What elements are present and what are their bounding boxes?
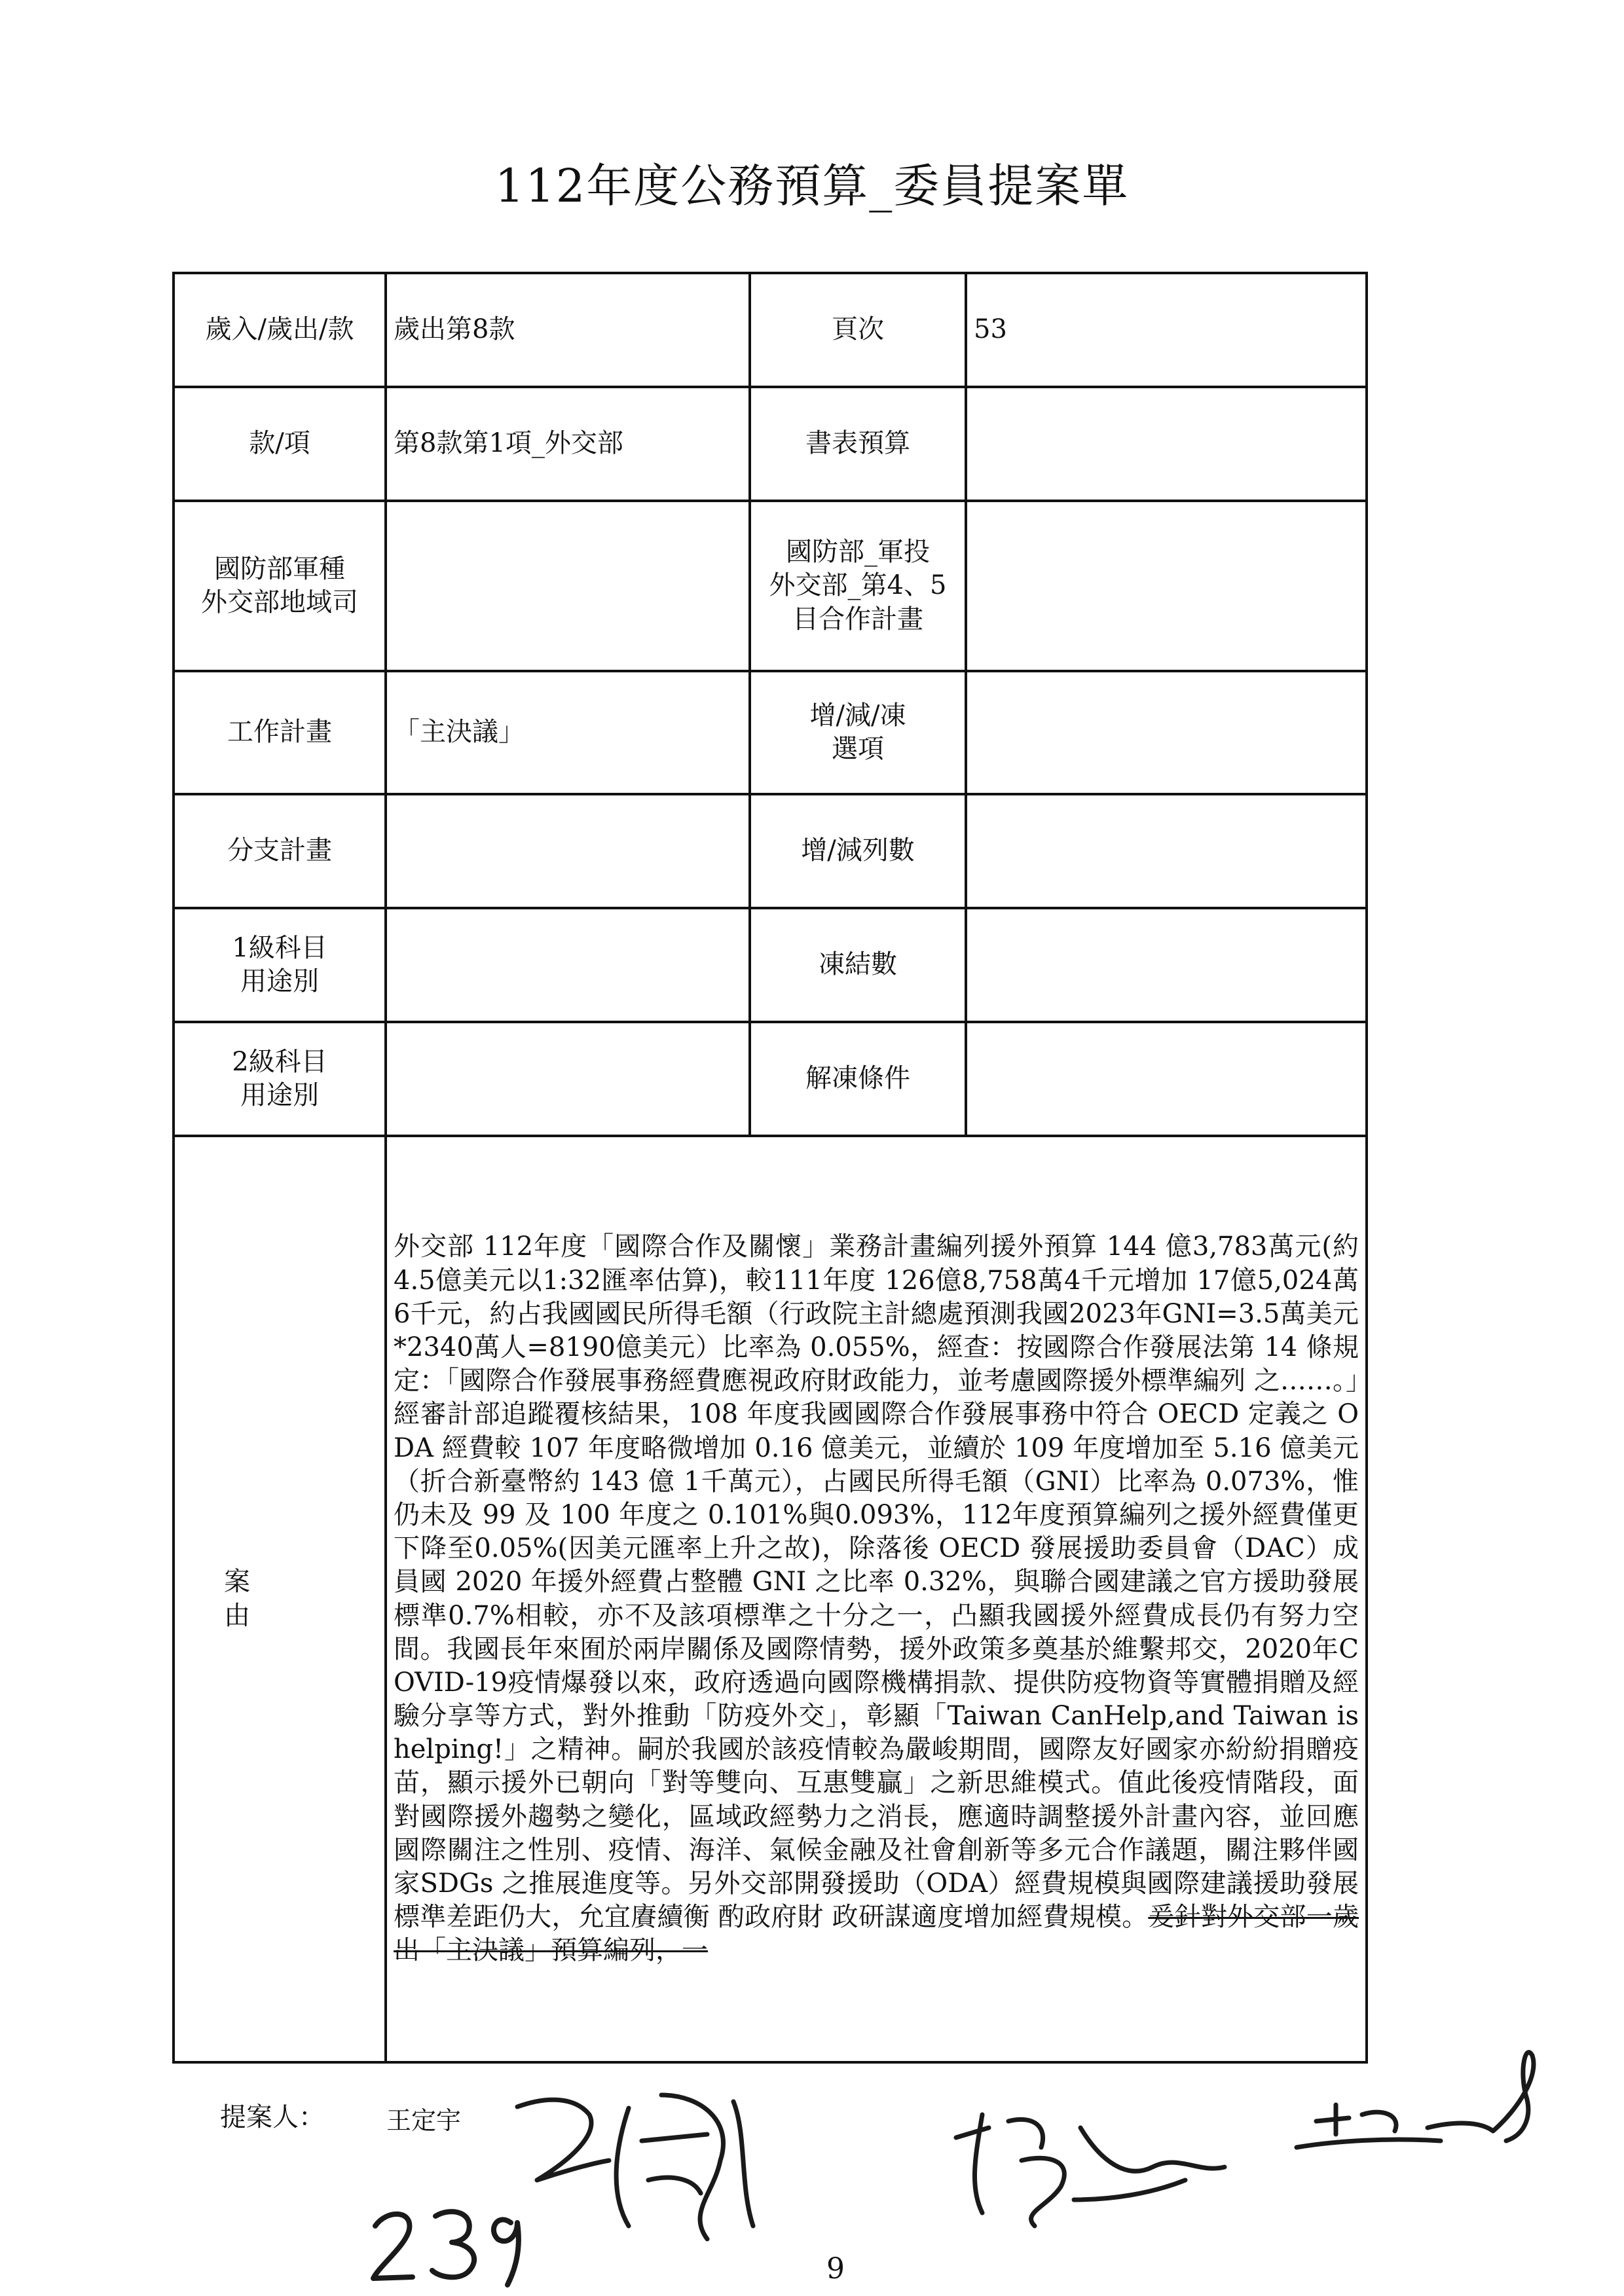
reason-text: 外交部 112年度「國際合作及關懷」業務計畫編列援外預算 144 億3,783萬元(約4.5億美元以1:32匯率估算)，較111年度 126億8,758萬4千元增加 17億5,024萬6千元，約占我國國民所得毛額（行政院主計總處預測我國2023年GNI=3.5萬美元*2340萬人=8190億美元）比率為 0.055%，經查：按國際合作發展法第 14 條規定：「國際合作發展事務經費應視政府財政能力，並考慮國際援外標準編列 之……。」經審計部追蹤覆核結果，108 年度我國國際合作發展事務中符合 OECD 定義之 ODA 經費較 107 年度略微增加 0.16 億美元，並續於 109 年度增加至 5.16 億美元（折合新臺幣約 143 億 1千萬元），占國民所得毛額（GNI）比率為 0.073%，惟仍未及 99 及 100 年度之 0.101%與0.093%，112年度預算編列之援外經費僅更下降至0.05%(因美元匯率上升之故)，除落後 OECD 發展援助委員會（DAC）成員國 2020 年援外經費占整體 GNI 之比率 0.32%，與聯合國建議之官方援助發展標準0.7%相較，亦不及該項標準之十分之一，凸顯我國援外經費成長仍有努力空間。我國長年來囿於兩岸關係及國際情勢，援外政策多奠基於維繫邦交，2020年COVID-19疫情爆發以來，政府透過向國際機構捐款、提供防疫物資等實體捐贈及經驗分享等方式，對外推動「防疫外交」，彰顯「Taiwan CanHelp,and Taiwan is helping!」之精神。嗣於我國於該疫情較為嚴峻期間，國際友好國家亦紛紛捐贈疫苗，顯示援外已朝向「對等雙向、互惠雙贏」之新思維模式。值此後疫情階段，面對國際援外趨勢之變化，區域政經勢力之消長，應適時調整援外計畫內容，並回應國際關注之性別、疫情、海洋、氣候金融及社會創新等多元合作議題，關注夥伴國家SDGs 之推展進度等。另外交部開發援助（ODA）經費規模與國際建議援助發展標準差距仍大，允宜賡續衡 酌政府財 政研謀適度增加經費規模。 [394,1231,1359,1933]
proposer-name: 王定宇 [386,2106,462,2135]
row-label-secondary: 國防部_軍投 外交部_第4、5 目合作計畫 [750,501,966,671]
row-label: 2級科目 用途別 [174,1022,386,1136]
signature-stroke [1297,2052,1534,2147]
row-label: 款/項 [174,387,386,501]
handwritten-number-svg [373,2212,519,2285]
proposer-label: 提案人： [220,2102,325,2132]
reason-label: 案由 [174,1136,386,2062]
row-value: 「主決議」 [386,671,750,794]
row-label: 國防部軍種 外交部地域司 [174,501,386,671]
page-number: 9 [826,2252,845,2286]
page-title: 112年度公務預算_委員提案單 [494,159,1130,213]
row-label-secondary: 書表預算 [750,387,966,501]
row-value: 第8款第1項_外交部 [386,387,750,501]
row-label-secondary: 增/減/凍 選項 [750,671,966,794]
row-label: 歲入/歲出/款 [174,273,386,387]
row-label-secondary: 頁次 [750,273,966,387]
signature-stroke [956,2115,1225,2226]
row-label-secondary: 增/減列數 [750,794,966,908]
row-label-secondary: 解凍條件 [750,1022,966,1136]
signature-stroke [517,2095,753,2239]
row-label-secondary: 凍結數 [750,908,966,1022]
row-label: 1級科目 用途別 [174,908,386,1022]
reason-struck-text: 爰針對外交部一歲出「主決議」預算編列，一 [394,1902,1359,1966]
row-label: 工作計畫 [174,671,386,794]
row-value: 歲出第8款 [386,273,750,387]
row-label: 分支計畫 [174,794,386,908]
row-value-secondary: 53 [966,273,1367,387]
